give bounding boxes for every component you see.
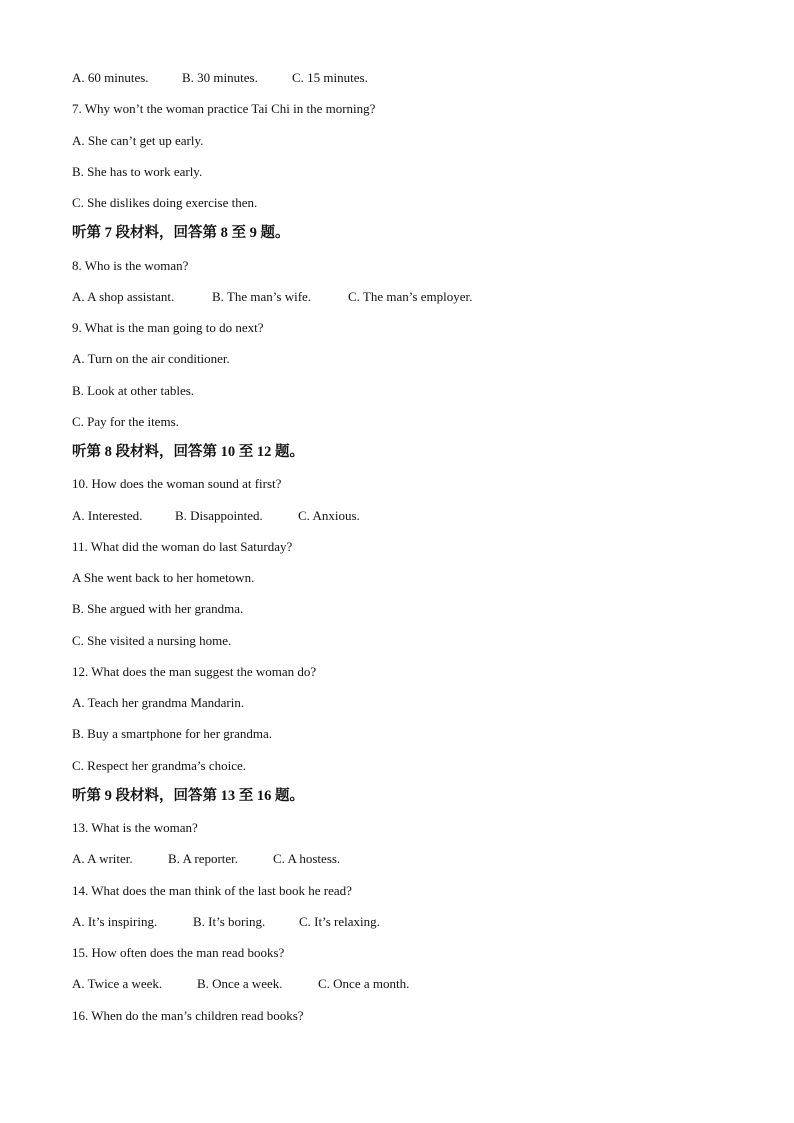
answer-option: B. The man’s wife. <box>212 288 312 304</box>
answer-options-row <box>72 62 752 93</box>
question-text: 8. Who is the woman? <box>72 257 189 273</box>
answer-option: C. She visited a nursing home. <box>72 632 232 648</box>
question-text: 11. What did the woman do last Saturday? <box>72 538 293 554</box>
answer-option: B. She argued with her grandma. <box>72 601 244 617</box>
answer-option: B. Buy a smartphone for her grandma. <box>72 726 273 742</box>
answer-option: C. Once a month. <box>318 976 410 992</box>
exam-page <box>72 62 752 1031</box>
answer-option: C. It’s relaxing. <box>299 913 380 929</box>
section-heading: 听第 9 段材料，回答第 13 至 16 题。 <box>72 787 304 804</box>
answer-option: A. 60 minutes. <box>72 70 149 85</box>
question-text: 7. Why won’t the woman practice Tai Chi in the morning? <box>72 101 376 117</box>
question-text: 10. How does the woman sound at first? <box>72 476 282 492</box>
answer-option: B. It’s boring. <box>193 913 266 929</box>
question-text: 14. What does the man think of the last book he read? <box>72 882 352 898</box>
question-text: 12. What does the man suggest the woman do? <box>72 663 317 679</box>
answer-options-row <box>72 281 752 312</box>
answer-option: A She went back to her hometown. <box>72 570 255 585</box>
answer-option: A. It’s inspiring. <box>72 913 158 929</box>
question-text: 16. When do the man’s children read books? <box>72 1007 304 1023</box>
question-text: 13. What is the woman? <box>72 820 198 835</box>
answer-option: B. A reporter. <box>168 851 239 867</box>
answer-option: C. Pay for the items. <box>72 413 179 429</box>
section-heading: 听第 7 段材料，回答第 8 至 9 题。 <box>72 225 290 242</box>
answer-option: A. Interested. <box>72 507 143 523</box>
answer-options-row <box>72 500 752 531</box>
answer-option: A. Twice a week. <box>72 976 163 992</box>
answer-option: B. She has to work early. <box>72 163 203 179</box>
answer-options-row <box>72 968 752 999</box>
answer-option: A. Turn on the air conditioner. <box>72 351 230 367</box>
answer-option: A. She can’t get up early. <box>72 132 204 148</box>
answer-option: C. 15 minutes. <box>292 70 368 85</box>
answer-option: C. She dislikes doing exercise then. <box>72 195 258 210</box>
section-heading: 听第 8 段材料，回答第 10 至 12 题。 <box>72 444 304 460</box>
answer-options-row <box>72 906 752 937</box>
answer-option: B. 30 minutes. <box>182 70 258 85</box>
answer-option: A. Teach her grandma Mandarin. <box>72 695 245 710</box>
answer-option: C. The man’s employer. <box>348 288 473 304</box>
answer-options-row <box>72 843 752 874</box>
answer-option: C. Anxious. <box>298 507 360 523</box>
answer-option: B. Once a week. <box>197 976 283 992</box>
answer-option: C. Respect her grandma’s choice. <box>72 757 246 773</box>
answer-option: B. Disappointed. <box>175 507 263 523</box>
answer-option: C. A hostess. <box>273 851 341 867</box>
question-text: 15. How often does the man read books? <box>72 945 285 960</box>
answer-option: A. A shop assistant. <box>72 288 175 304</box>
answer-option: A. A writer. <box>72 851 133 867</box>
question-text: 9. What is the man going to do next? <box>72 320 264 335</box>
answer-option: B. Look at other tables. <box>72 382 195 398</box>
